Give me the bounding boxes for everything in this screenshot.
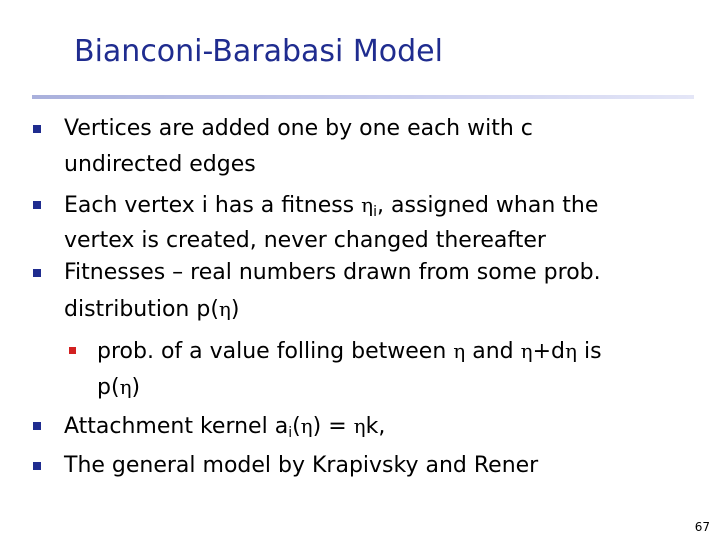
bullet-2-line-2: vertex is created, never changed thereafter bbox=[64, 228, 546, 253]
sub-text-b: and bbox=[465, 339, 521, 364]
bullet-4-line-1 bbox=[64, 408, 704, 444]
subscript-i: i bbox=[373, 204, 378, 220]
bullet-marker-icon bbox=[33, 422, 41, 430]
sub-bullet-line-1 bbox=[97, 333, 602, 369]
eta-symbol: η bbox=[119, 375, 132, 399]
sub-bullet-marker-icon bbox=[69, 347, 76, 354]
bullet-2-text-a: Each vertex i has a fitness bbox=[64, 193, 362, 218]
sub-text-d: is bbox=[577, 339, 602, 364]
bullet-3-line-1: Fitnesses – real numbers drawn from some prob. bbox=[64, 260, 601, 285]
sub-text-c: +d bbox=[532, 339, 566, 364]
bullet-marker-icon bbox=[33, 462, 41, 470]
subscript-i: i bbox=[288, 425, 293, 441]
page-number: 67 bbox=[694, 520, 710, 534]
slide-title: Bianconi-Barabasi Model bbox=[74, 34, 443, 69]
bullet-item-1 bbox=[64, 111, 704, 183]
eta-symbol: η bbox=[300, 414, 313, 438]
bullet-3-text-a: distribution p( bbox=[64, 297, 219, 322]
bullet-item-5 bbox=[64, 448, 704, 484]
sub-bullet-line-2 bbox=[97, 369, 602, 405]
sub-text-e: p( bbox=[97, 375, 120, 400]
eta-symbol: η bbox=[565, 339, 578, 363]
bullet-item-3 bbox=[64, 255, 704, 327]
bullet-5-line-1: The general model by Krapivsky and Rener bbox=[64, 453, 539, 478]
eta-symbol: η bbox=[361, 193, 374, 217]
bullet-4-text-d: k, bbox=[365, 414, 386, 439]
eta-symbol: η bbox=[520, 339, 533, 363]
bullet-2-line-1 bbox=[64, 187, 704, 223]
sub-text-f: ) bbox=[131, 375, 141, 400]
bullet-item-4 bbox=[64, 408, 704, 444]
bullet-4-text-c: ) = bbox=[312, 414, 354, 439]
bullet-3-text-b: ) bbox=[230, 297, 240, 322]
eta-symbol: η bbox=[353, 414, 366, 438]
bullet-1-line-1: Vertices are added one by one each with c bbox=[64, 116, 533, 141]
sub-text-a: prob. of a value folling between bbox=[97, 339, 454, 364]
eta-symbol: η bbox=[453, 339, 466, 363]
eta-symbol: η bbox=[218, 297, 231, 321]
bullet-2-text-b: , assigned whan the bbox=[377, 193, 599, 218]
bullet-item-2 bbox=[64, 187, 704, 259]
bullet-4-text-b: ( bbox=[292, 414, 301, 439]
bullet-4-text-a: Attachment kernel a bbox=[64, 414, 289, 439]
bullet-marker-icon bbox=[33, 125, 41, 133]
bullet-1-line-2: undirected edges bbox=[64, 152, 256, 177]
bullet-marker-icon bbox=[33, 201, 41, 209]
bullet-3-line-2 bbox=[64, 291, 704, 327]
sub-bullet-item bbox=[97, 333, 602, 405]
bullet-marker-icon bbox=[33, 269, 41, 277]
